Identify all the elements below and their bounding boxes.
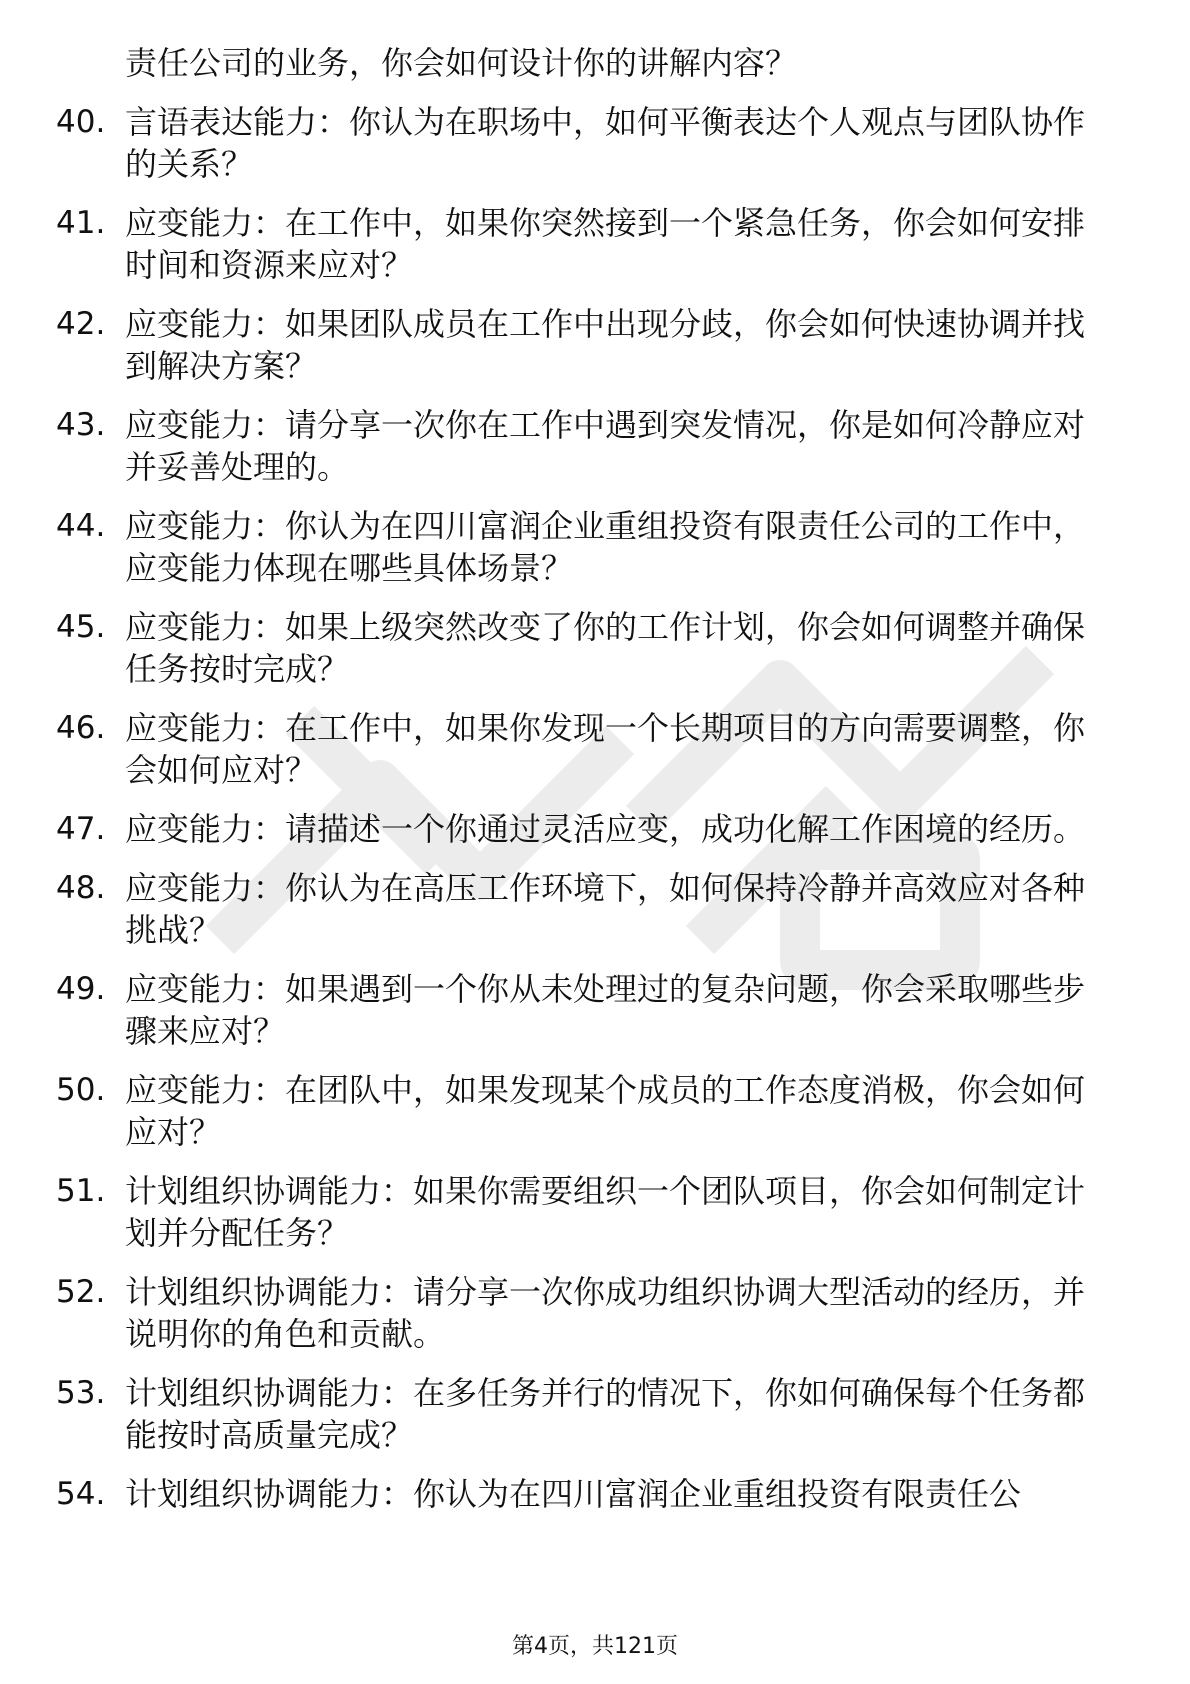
question-number: 53. [56,1375,106,1411]
question-text: 应变能力：你认为在高压工作环境下，如何保持冷静并高效应对各种挑战？ [125,869,1086,949]
question-number: 43. [56,407,106,443]
page-footer: 第4页，共121页 [512,1634,678,1659]
question-number: 44. [56,508,106,544]
question-item [0,101,1190,185]
question-text: 应变能力：在团队中，如果发现某个成员的工作态度消极，你会如何应对？ [125,1071,1086,1151]
question-item [0,505,1190,589]
question-text: 应变能力：如果团队成员在工作中出现分歧，你会如何快速协调并找到解决方案？ [125,305,1086,385]
question-item [0,404,1190,488]
question-text: 应变能力：在工作中，如果你突然接到一个紧急任务，你会如何安排时间和资源来应对？ [125,204,1086,284]
question-text: 责任公司的业务，你会如何设计你的讲解内容？ [125,44,798,82]
question-number: 49. [56,971,106,1007]
question-text: 应变能力：请分享一次你在工作中遇到突发情况，你是如何冷静应对并妥善处理的。 [125,406,1086,486]
question-text: 计划组织协调能力：如果你需要组织一个团队项目，你会如何制定计划并分配任务？ [125,1172,1086,1252]
question-item [0,606,1190,690]
question-text: 计划组织协调能力：请分享一次你成功组织协调大型活动的经历，并说明你的角色和贡献。 [125,1273,1086,1353]
question-item [0,1473,1190,1515]
question-text: 计划组织协调能力：在多任务并行的情况下，你如何确保每个任务都能按时高质量完成？ [125,1374,1086,1454]
question-text: 言语表达能力：你认为在职场中，如何平衡表达个人观点与团队协作的关系？ [125,103,1086,183]
question-item [0,303,1190,387]
question-item [0,1170,1190,1254]
question-number: 41. [56,205,106,241]
question-item [0,202,1190,286]
question-item [0,42,1190,84]
question-number: 47. [56,811,106,847]
question-text: 应变能力：请描述一个你通过灵活应变，成功化解工作困境的经历。 [125,810,1086,848]
question-list [0,42,1190,1532]
question-item [0,1271,1190,1355]
question-text: 应变能力：如果遇到一个你从未处理过的复杂问题，你会采取哪些步骤来应对？ [125,970,1086,1050]
question-item [0,808,1190,850]
question-item [0,867,1190,951]
question-item [0,968,1190,1052]
question-number: 54. [56,1476,106,1512]
question-number: 48. [56,870,106,906]
question-number: 50. [56,1072,106,1108]
question-item [0,707,1190,791]
question-number: 46. [56,710,106,746]
question-text: 应变能力：在工作中，如果你发现一个长期项目的方向需要调整，你会如何应对？ [125,709,1086,789]
question-number: 52. [56,1274,106,1310]
question-number: 42. [56,306,106,342]
question-number: 45. [56,609,106,645]
question-item [0,1372,1190,1456]
question-item [0,1069,1190,1153]
question-number: 40. [56,104,106,140]
question-text: 应变能力：你认为在四川富润企业重组投资有限责任公司的工作中，应变能力体现在哪些具体场景？ [125,507,1086,587]
question-text: 应变能力：如果上级突然改变了你的工作计划，你会如何调整并确保任务按时完成？ [125,608,1086,688]
question-text: 计划组织协调能力：你认为在四川富润企业重组投资有限责任公 [125,1475,1022,1513]
question-number: 51. [56,1173,106,1209]
